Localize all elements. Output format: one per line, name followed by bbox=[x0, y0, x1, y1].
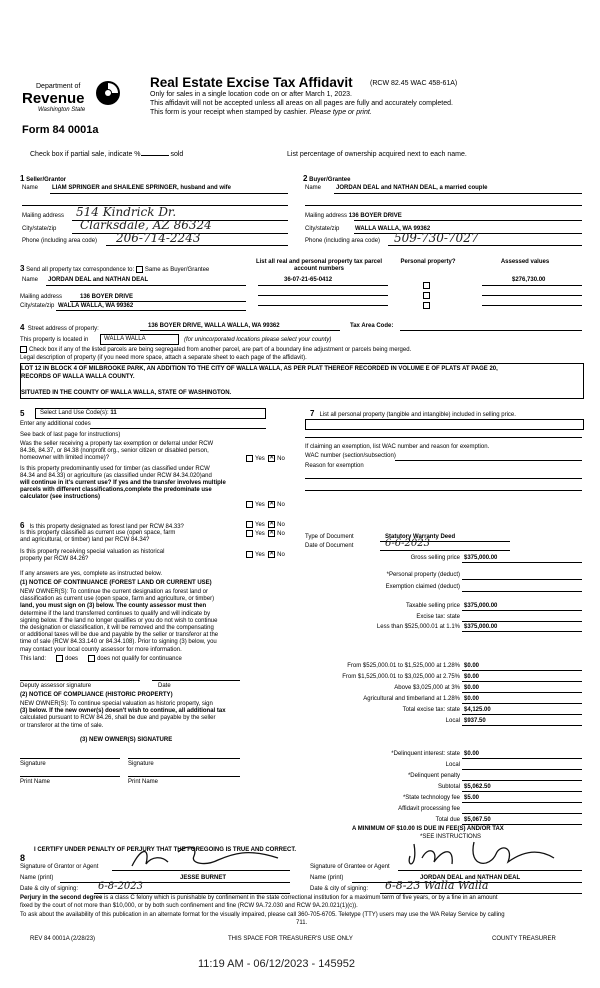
taxable-value[interactable]: $375,000.00 bbox=[464, 603, 498, 609]
grantee-sig-label: Signature of Grantee or Agent bbox=[310, 864, 390, 870]
q-forest-answer[interactable]: Yes ✕ No bbox=[246, 521, 285, 528]
dor-swirl-icon bbox=[94, 79, 122, 107]
total-state-label: Total excise tax: state bbox=[402, 707, 460, 713]
buyer-city[interactable]: WALLA WALLA, WA 99362 bbox=[355, 226, 431, 232]
delinquent-state-value[interactable]: $0.00 bbox=[464, 751, 480, 757]
processing-label: Affidavit processing fee bbox=[398, 806, 460, 812]
alt-format-note: To ask about the availability of this publication in an alternate format for the visually impaired, please call 360-705-6705. Teletype (TTY) users may use the WA Relay Service by calling bbox=[20, 912, 505, 918]
total-state-value[interactable]: $4,125.00 bbox=[464, 707, 491, 713]
logo-line3: Washington State bbox=[38, 107, 86, 113]
located-note: (for unincorporated locations please select your county) bbox=[184, 337, 332, 343]
tier-4-value[interactable]: $0.00 bbox=[464, 685, 480, 691]
section-3-send: 3 Send all property tax correspondence to: Same as Buyer/Grantee bbox=[20, 264, 210, 273]
delinquent-local-label: Local bbox=[445, 762, 460, 768]
exemption-note: If claiming an exemption, list WAC number and reason for exemption. bbox=[305, 444, 490, 450]
wac-label: WAC number (section/subsection) bbox=[305, 453, 396, 459]
note-1: Only for sales in a single location code on or after March 1, 2023. bbox=[150, 91, 352, 98]
q-historic: Is this property receiving special valuation as historical property per RCW 84.26? bbox=[20, 549, 165, 562]
perjury-line-1: Perjury in the second degree is a class C felony which is punishable by confinement in the state correctional institution for a maximum term of five years, or by a fine in an amount bbox=[20, 895, 498, 901]
seller-name[interactable]: LIAM SPRINGER and SHAILENE SPRINGER, husband and wife bbox=[52, 185, 232, 191]
logo-line2: Revenue bbox=[22, 90, 85, 107]
section-1-heading: 1 Seller/Grantor bbox=[20, 174, 67, 183]
reason-label: Reason for exemption bbox=[305, 463, 364, 469]
tier-5-label: Agricultural and timberland at 1.28% bbox=[363, 696, 460, 702]
tier-4-label: Above $3,025,000 at 3% bbox=[394, 685, 460, 691]
property-street[interactable]: 136 BOYER DRIVE, WALLA WALLA, WA 99362 bbox=[148, 323, 280, 329]
perjury-line-2: fixed by the court of not more than $10,000, or by both such confinement and fine (RCW 9A.72.030 and RCW 9A.20.021(1)(c)). bbox=[20, 903, 358, 909]
doc-type[interactable]: Statutory Warranty Deed bbox=[385, 534, 456, 540]
parcel-number[interactable]: 36-07-21-65-0412 bbox=[284, 277, 333, 283]
excise-state-label: Excise tax: state bbox=[416, 614, 460, 620]
grantor-sig-label: Signature of Grantor or Agent bbox=[20, 864, 99, 870]
title-ref: (RCW 82.45 WAC 458-61A) bbox=[370, 80, 458, 87]
tier-1-value[interactable]: $375,000.00 bbox=[464, 624, 498, 630]
legal-description-box[interactable] bbox=[20, 363, 584, 399]
section-8-num: 8 bbox=[20, 853, 26, 863]
notice-1-heading: (1) NOTICE OF CONTINUANCE (FOREST LAND OR CURRENT USE) bbox=[20, 580, 212, 586]
any-yes-note: If any answers are yes, complete as instructed below. bbox=[20, 571, 163, 577]
additional-codes-label: Enter any additional codes bbox=[20, 421, 91, 427]
notice-2-text: NEW OWNER(S): To continue special valuation as historic property, sign (3) below. If the new owner(s) doesn't wish to continue, all additional tax calculated pursuant to RCW 84.26, shall be due and payable by the seller or transferor at the time of sale. bbox=[20, 701, 226, 729]
alt-format-note-2: 711. bbox=[296, 920, 308, 926]
partial-sale: Check box if partial sale, indicate % sold bbox=[30, 151, 184, 158]
treasurer-space: THIS SPACE FOR TREASURER'S USE ONLY bbox=[228, 936, 353, 942]
certify-text: I CERTIFY UNDER PENALTY OF PERJURY THAT THE FOREGOING IS TRUE AND CORRECT. bbox=[34, 847, 297, 853]
grantor-date[interactable]: 6-8-2023 bbox=[98, 881, 143, 892]
grantee-date-label: Date & city of signing: bbox=[310, 886, 369, 892]
q-exemption: Was the seller receiving a property tax exemption or deferral under RCW 84.36, 84.37, or 84.38 (nonprofit org., senior citizen or disabled person, homeowner with limited income)? bbox=[20, 441, 214, 461]
q-historic-answer[interactable]: Yes ✕ No bbox=[246, 551, 285, 558]
legal-label: Legal description of property (if you need more space, attach a separate sheet to each page of the affidavit). bbox=[20, 355, 307, 361]
segregated-check: Check box if any of the listed parcels are being segregated from another parcel, are part of a boundary line adjustment or parcels being merged. bbox=[20, 346, 411, 353]
assessed-col-header: Assessed values bbox=[500, 259, 550, 265]
rev-number: REV 84 0001A (2/28/23) bbox=[30, 936, 96, 942]
subtotal-value[interactable]: $5,062.50 bbox=[464, 784, 491, 790]
q-forest: 6 Is this property designated as forest land per RCW 84.33? bbox=[20, 521, 184, 530]
deputy-label: Deputy assessor signature bbox=[20, 683, 92, 689]
note-2: This affidavit will not be accepted unless all areas on all pages are fully and accurately completed. bbox=[150, 100, 453, 107]
does-checkbox[interactable] bbox=[56, 655, 63, 662]
q-timber: Is this property predominantly used for timber (as classified under RCW 84.34 and 84.33) or agriculture (as classified under RCW 84.34.020)and will continue in it's current use? If yes and the transfer involves multiple parcels with different classifications,complete the predominate use calculator (see instructions) bbox=[20, 466, 226, 500]
does-not-checkbox[interactable] bbox=[88, 655, 95, 662]
personal-label: *Personal property (deduct) bbox=[386, 572, 460, 578]
legal-line-3: SITUATED IN THE COUNTY OF WALLA WALLA, STATE OF WASHINGTON. bbox=[21, 390, 232, 396]
total-due-value[interactable]: $5,067.50 bbox=[464, 817, 491, 823]
tier-3-value[interactable]: $0.00 bbox=[464, 674, 480, 680]
personal-property-input[interactable] bbox=[305, 419, 584, 430]
assessed-value[interactable]: $276,730.00 bbox=[512, 277, 546, 283]
located-label: This property is located in bbox=[20, 337, 89, 343]
seller-phone[interactable]: 206-714-2243 bbox=[116, 231, 201, 245]
print-label-2: Print Name bbox=[128, 779, 159, 785]
total-due-label: Total due bbox=[435, 817, 460, 823]
print-label-1: Print Name bbox=[20, 779, 51, 785]
q-timber-answer[interactable]: Yes ✕ No bbox=[246, 501, 285, 508]
see-back: See back of last page for instructions) bbox=[20, 432, 121, 438]
local-label: Local bbox=[445, 718, 460, 724]
s3-city-label: City/state/zip bbox=[20, 303, 55, 309]
delinquent-state-label: *Delinquent interest: state bbox=[391, 751, 460, 757]
local-value[interactable]: $937.50 bbox=[464, 718, 486, 724]
s3-city[interactable]: WALLA WALLA, WA 99362 bbox=[58, 303, 134, 309]
section-5-num: 5 bbox=[20, 409, 25, 418]
date-label: Date bbox=[158, 683, 171, 689]
techfee-label: *State technology fee bbox=[402, 795, 460, 801]
buyer-city-label: City/state/zip bbox=[305, 226, 340, 232]
seller-mailing-label: Mailing address bbox=[22, 213, 65, 219]
recording-stamp: 11:19 AM - 06/12/2023 - 145952 bbox=[198, 958, 355, 970]
sig-label-2: Signature bbox=[128, 761, 154, 767]
land-use-select[interactable]: Select Land Use Code(s): 11 bbox=[35, 408, 266, 419]
doc-type-label: Type of Document bbox=[305, 534, 354, 540]
grantee-signature[interactable] bbox=[404, 838, 582, 872]
penalty-label: *Delinquent penalty bbox=[407, 773, 460, 779]
tier-1-label: Less than $525,000.01 at 1.1% bbox=[376, 624, 460, 630]
buyer-name[interactable]: JORDAN DEAL and NATHAN DEAL, a married couple bbox=[336, 185, 488, 191]
grantor-name[interactable]: JESSE BURNET bbox=[180, 875, 227, 881]
seller-city-label: City/state/zip bbox=[22, 226, 57, 232]
grantee-date[interactable]: 6-8-23 Walla Walla bbox=[385, 879, 489, 892]
note-3: This form is your receipt when stamped by cashier. Please type or print. bbox=[150, 109, 372, 116]
personal-col-header: Personal property? bbox=[400, 259, 456, 265]
q-current-use: Is this property classified as current use (open space, farm and agricultural, or timber) land per RCW 84.34? bbox=[20, 530, 176, 543]
s3-mailing[interactable]: 136 BOYER DRIVE bbox=[80, 294, 134, 300]
buyer-mailing-label: Mailing address 136 BOYER DRIVE bbox=[305, 213, 402, 219]
minimum-fee-note: A MINIMUM OF $10.00 IS DUE IN FEE(S) AND/OR TAX bbox=[352, 826, 504, 832]
exemption-label: Exemption claimed (deduct) bbox=[385, 584, 460, 590]
q-exemption-answer[interactable]: Yes ✕ No bbox=[246, 455, 285, 462]
s3-name[interactable]: JORDAN DEAL and NATHAN DEAL bbox=[48, 277, 149, 283]
county-select[interactable]: WALLA WALLA bbox=[100, 334, 179, 345]
grantor-name-label: Name (print) bbox=[20, 875, 54, 881]
s3-mailing-label: Mailing address bbox=[20, 294, 63, 300]
county-treasurer: COUNTY TREASURER bbox=[492, 936, 556, 942]
tier-3-label: From $1,525,000.01 to $3,025,000 at 2.75% bbox=[342, 674, 460, 680]
s3-name-label: Name bbox=[22, 277, 39, 283]
buyer-name-label: Name bbox=[305, 185, 322, 191]
tier-5-value[interactable]: $0.00 bbox=[464, 696, 480, 702]
section-7-label: 7 List all personal property (tangible and intangible) included in selling price. bbox=[310, 409, 516, 418]
doc-date-label: Date of Document bbox=[305, 543, 354, 549]
seller-name-label: Name bbox=[22, 185, 39, 191]
form-number: Form 84 0001a bbox=[22, 124, 99, 136]
subtotal-label: Subtotal bbox=[437, 784, 460, 790]
grantee-name-label: Name (print) bbox=[310, 875, 344, 881]
segregated-checkbox[interactable] bbox=[20, 346, 27, 353]
buyer-phone[interactable]: 509-730-7027 bbox=[394, 231, 479, 245]
sig-label-1: Signature bbox=[20, 761, 46, 767]
grantor-signature[interactable] bbox=[128, 842, 288, 872]
logo-line1: Department of bbox=[36, 83, 81, 90]
tax-area-label: Tax Area Code: bbox=[350, 323, 394, 329]
q-current-use-answer[interactable]: Yes ✕ No bbox=[246, 530, 285, 537]
gross-value[interactable]: $375,000.00 bbox=[464, 555, 498, 561]
page-title: Real Estate Excise Tax Affidavit bbox=[150, 75, 353, 90]
legal-line-1: LOT 12 IN BLOCK 4 OF MILBROOKE PARK, AN ADDITION TO THE CITY OF WALLA WALLA, AS PER PLAT THEREOF RECORDED IN VOLUME E OF PLATS AT PAGE 20, bbox=[21, 366, 498, 372]
tier-2-label: From $525,000.01 to $1,525,000 at 1.28% bbox=[347, 663, 460, 669]
notice-1-text: NEW OWNER(S): To continue the current designation as forest land or classification as current use (open space, farm and agriculture, or timber) land, you must sign on (3) below. The county assessor must then determine if the land transferred continues to qualify and will indicate by signing below. If the land no longer qualifies or you do not wish to continue the designation or classification, it will be removed and the compensating or additional taxes will be due and payable by the seller or transferor at the time of sale (RCW 84.33.140 or 84.34.108). Prior to signing (3) below, you may contact your local county assessor for more information. bbox=[20, 589, 219, 653]
taxable-label: Taxable selling price bbox=[405, 603, 460, 609]
parcel-col-header: List all real and personal property tax parcel account numbers bbox=[255, 259, 383, 272]
notice-2-heading: (2) NOTICE OF COMPLIANCE (HISTORIC PROPERTY) bbox=[20, 692, 173, 698]
seller-city[interactable]: Clarksdale, AZ 86324 bbox=[80, 218, 212, 232]
section-2-heading: 2 Buyer/Grantee bbox=[303, 174, 351, 183]
buyer-phone-label: Phone (including area code) bbox=[305, 238, 381, 244]
seller-mailing[interactable]: 514 Kindrick Dr. bbox=[76, 205, 177, 219]
seller-phone-label: Phone (including area code) bbox=[22, 238, 98, 244]
street-label: 4 Street address of property: bbox=[20, 323, 99, 332]
personal-prop-checkbox-3[interactable] bbox=[423, 297, 432, 315]
techfee-value[interactable]: $5.00 bbox=[464, 795, 480, 801]
tier-2-value[interactable]: $0.00 bbox=[464, 663, 480, 669]
grantor-date-label: Date & city of signing: bbox=[20, 886, 79, 892]
grantee-name[interactable]: JORDAN DEAL and NATHAN DEAL bbox=[420, 875, 521, 881]
ownership-note: List percentage of ownership acquired next to each name. bbox=[287, 151, 467, 158]
gross-label: Gross selling price bbox=[410, 555, 460, 561]
doc-date[interactable]: 6-6-2023 bbox=[385, 538, 430, 549]
see-instructions: *SEE INSTRUCTIONS bbox=[420, 834, 482, 840]
this-land: This land: does does not qualify for continuance bbox=[20, 656, 182, 663]
notice-3-heading: (3) NEW OWNER(S) SIGNATURE bbox=[80, 737, 173, 743]
legal-line-2: RECORDS OF WALLA WALLA COUNTY. bbox=[21, 374, 135, 380]
